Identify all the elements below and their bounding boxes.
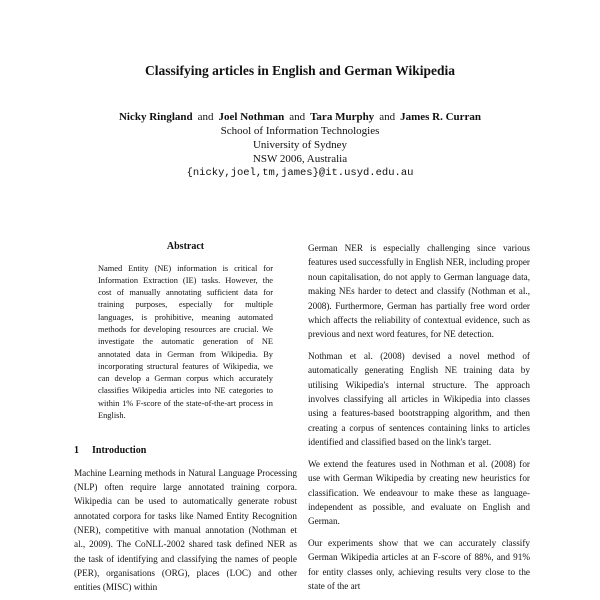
section-number: 1 (74, 445, 79, 457)
right-column (308, 241, 530, 600)
body-paragraph: Nothman et al. (2008) devised a novel method of automatically generating English NE training data by utilising Wikipedia's internal structure. The approach involves classifying all articles in Wikipedia into classes using a features-based bootstrapping algorithm, and then creating a corpus of sentences containing links to articles identified and classified based on the link's target. (308, 350, 530, 448)
author-name: Tara Murphy (310, 111, 375, 123)
section-heading-introduction (74, 445, 297, 458)
author-block (0, 110, 600, 180)
paper-title: Classifying articles in English and German Wikipedia (144, 63, 456, 78)
author-separator: and (289, 111, 306, 123)
author-names (0, 110, 600, 124)
affiliation-line: School of Information Technologies (220, 125, 380, 137)
body-paragraph: German NER is especially challenging since various features used successfully in English NER, including proper noun capitalisation, do not apply to German language data, making NEs harder to detect and classify (Nothman et al., 2008). Furthermore, German has partially free word order which affects the reliability of contextual evidence, such as previous and next word features, for NE detection. (308, 243, 530, 340)
abstract-text: Named Entity (NE) information is critical for Information Extraction (IE) tasks. However, the cost of manually annotating sufficient data for training purposes, especially for multiple languages, is prohibitive, meaning automated methods for developing resources are crucial. We investigate the automatic generation of NE annotated data in German from Wikipedia. By incorporating structural features of Wikipedia, we can develop a German corpus which accurately classifies Wikipedia articles into NE categories to within 1% F-score of the state-of-the-art process in English. (98, 263, 273, 421)
author-separator: and (197, 111, 214, 123)
author-separator: and (379, 111, 396, 123)
author-name: Nicky Ringland (118, 111, 193, 123)
introduction-text: Machine Learning methods in Natural Language Processing (NLP) often require large annotated training corpora. Wikipedia can be used to automatically generate robust annotated corpora for tasks like Named Entity Recognition (NER), competitive with manual annotation (Nothman et al., 2009). The CoNLL-2002 shared task defined NER as the task of identifying and classifying the names of people (PER), organisations (ORG), places (LOC) and other entities (MISC) within (74, 467, 297, 593)
author-name: Joel Nothman (218, 111, 285, 123)
affiliation-line: University of Sydney (252, 139, 348, 151)
author-name: James R. Curran (400, 111, 482, 123)
author-email: {nicky,joel,tm,james}@it.usyd.edu.au (186, 167, 414, 179)
affiliation-line: NSW 2006, Australia (252, 153, 348, 165)
body-paragraph: Our experiments show that we can accurately classify German Wikipedia articles at an F-score of 88%, and 91% for entity classes only, achieving results very close to the state of the art (308, 537, 530, 591)
left-column (74, 241, 297, 595)
body-paragraph: We extend the features used in Nothman et al. (2008) for use with German Wikipedia by creating new heuristics for classification. We endeavour to make these as language-independent as possible, and evaluate on English and German. (308, 458, 530, 527)
section-title: Introduction (92, 445, 147, 457)
abstract-heading: Abstract (166, 241, 205, 252)
